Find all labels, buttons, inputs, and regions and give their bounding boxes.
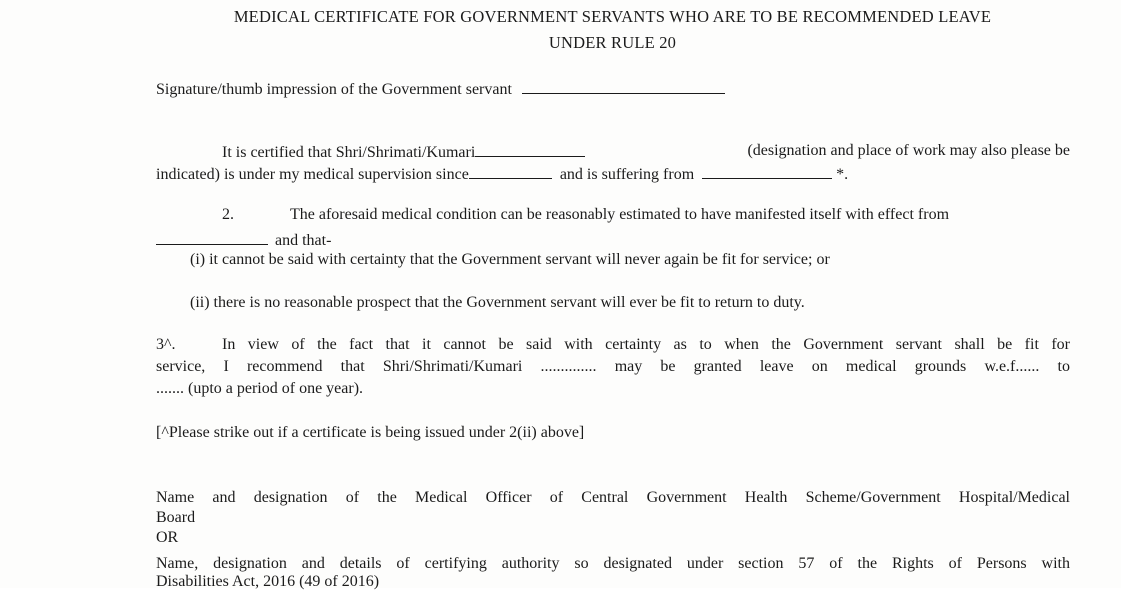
- para1-text-e: *.: [836, 166, 849, 183]
- document-title-line-2: UNDER RULE 20: [548, 33, 677, 52]
- officer-line-1: Name and designation of the Medical Officer of Central Government Health Scheme/Government Hospital/Medical: [156, 489, 1070, 506]
- para1-text-c: indicated) is under my medical supervision since: [156, 166, 469, 183]
- para2-number: 2.: [222, 206, 234, 223]
- signature-row: [156, 79, 725, 99]
- signature-blank[interactable]: [522, 79, 725, 94]
- name-blank[interactable]: [475, 142, 585, 157]
- strike-out-note: [^Please strike out if a certificate is being issued under 2(ii) above]: [156, 424, 585, 441]
- para3-line-1: In view of the fact that it cannot be said with certainty as to when the Government servant shall be fit for: [222, 336, 1070, 353]
- para1-line-2: [156, 164, 848, 184]
- para2-cont: and that-: [275, 232, 332, 249]
- document-title-line-1: MEDICAL CERTIFICATE FOR GOVERNMENT SERVANTS WHO ARE TO BE RECOMMENDED LEAVE: [233, 7, 992, 26]
- authority-line-1: Name, designation and details of certifying authority so designated under section 57 of the Rights of Persons with: [156, 555, 1070, 572]
- para2-item-i: (i) it cannot be said with certainty that the Government servant will never again be fit for service; or: [190, 251, 830, 268]
- authority-line-2: Disabilities Act, 2016 (49 of 2016): [156, 573, 380, 590]
- effect-date-blank[interactable]: [156, 230, 268, 245]
- para2-line-2: [156, 230, 331, 250]
- para3-line-2: service, I recommend that Shri/Shrimati/Kumari .............. may be granted leave on medical grounds w.e.f...... to: [156, 358, 1070, 375]
- para3-number: 3^.: [156, 336, 176, 353]
- since-date-blank[interactable]: [469, 164, 552, 179]
- signature-label: Signature/thumb impression of the Government servant: [156, 81, 512, 98]
- para2-item-ii: (ii) there is no reasonable prospect that the Government servant will ever be fit to return to duty.: [190, 294, 805, 311]
- para1-text-d: and is suffering from: [559, 166, 695, 183]
- or-separator: OR: [156, 529, 179, 546]
- para2-line-1: The aforesaid medical condition can be reasonably estimated to have manifested itself with effect from: [290, 206, 950, 223]
- para1-line-1: [222, 142, 1070, 162]
- illness-blank[interactable]: [702, 164, 832, 179]
- para3-line-3: ....... (upto a period of one year).: [156, 380, 364, 397]
- para1-text-b: (designation and place of work may also please be: [747, 142, 1070, 159]
- officer-line-2: Board: [156, 509, 196, 526]
- para1-text-a: It is certified that Shri/Shrimati/Kumari: [222, 144, 476, 161]
